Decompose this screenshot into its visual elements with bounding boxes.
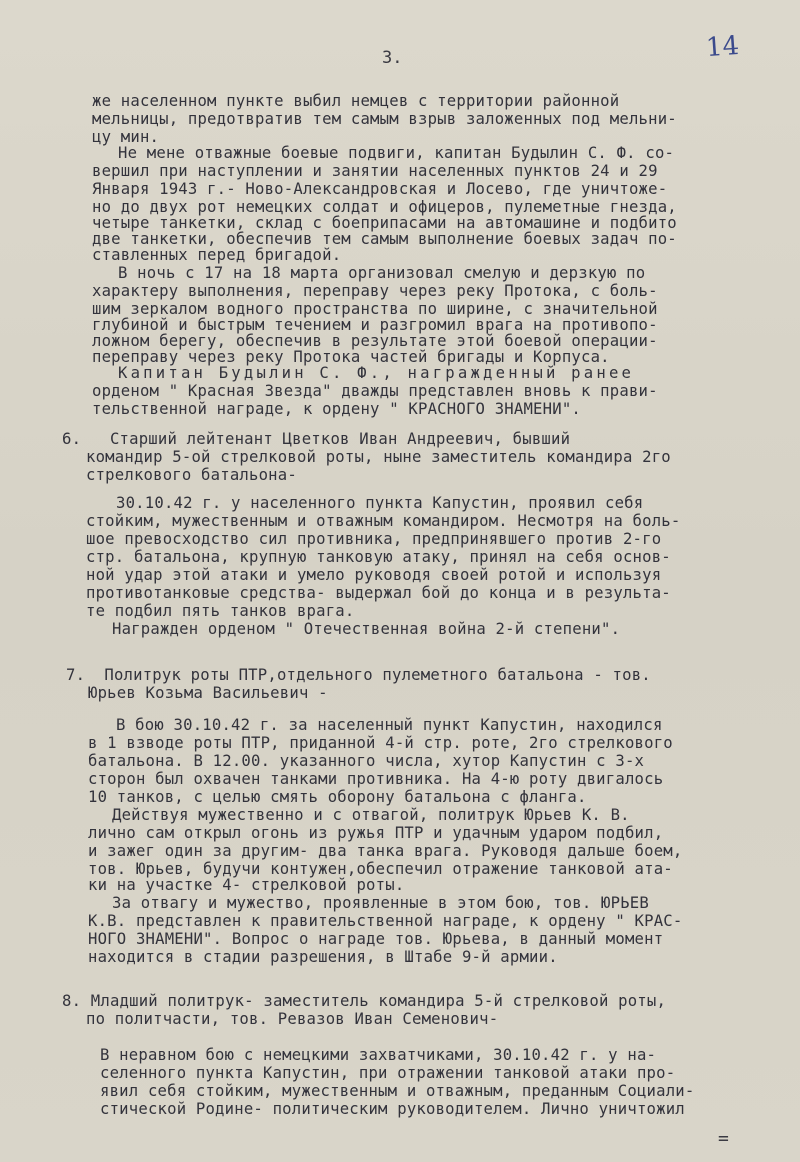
text-line: В бою 30.10.42 г. за населенный пункт Капустин, находился [116,716,663,734]
text-line: переправу через реку Протока частей бригады и Корпуса. [92,348,610,366]
text-line: в 1 взводе роты ПТР, приданной 4-й стр. роте, 2го стрелкового [88,734,673,752]
bottom-mark: = [718,1128,729,1149]
text-line: глубиной и быстрым течением и разгромил врага на противопо- [92,316,658,334]
text-line: вершил при наступлении и занятии населенных пунктов 24 и 29 [92,162,658,180]
text-line: НОГО ЗНАМЕНИ". Вопрос о награде тов. Юрьева, в данный момент [88,930,664,948]
text-line: Не мене отважные боевые подвиги, капитан Будылин С. Ф. со- [118,144,675,162]
text-line: ной удар этой атаки и умело руководя своей ротой и используя [86,566,662,584]
text-line: Января 1943 г.- Ново-Александровская и Лосево, где уничтоже- [92,180,668,198]
text-line: Награжден орденом " Отечественная война 2-й степени". [112,620,621,638]
text-line: Юрьев Козьма Васильевич - [88,684,328,702]
text-line: В ночь с 17 на 18 марта организовал смелую и дерзкую по [118,264,646,282]
text-line: тов. Юрьев, будучи контужен,обеспечил отражение танковой ата- [88,860,673,878]
text-line: находится в стадии разрешения, в Штабе 9-й армии. [88,948,558,966]
text-line: шим зеркалом водного пространства по ширине, с значительной [92,300,658,318]
text-line: характеру выполнения, переправу через реку Протока, с боль- [92,282,658,300]
text-line: селенного пункта Капустин, при отражении танковой атаки про- [100,1064,676,1082]
text-line: четыре танкетки, склад с боеприпасами на автомашине и подбито [92,214,677,232]
text-line: ложном берегу, обеспечив в результате этой боевой операции- [92,332,658,350]
text-line: 10 танков, с целью смять оборону батальона с фланга. [88,788,587,806]
text-line: лично сам открыл огонь из ружья ПТР и удачным ударом подбил, [88,824,664,842]
text-line: противотанковые средства- выдержал бой до конца и в результа- [86,584,671,602]
text-line: цу мин. [92,128,160,146]
text-line: В неравном бою с немецкими захватчиками, 30.10.42 г. у на- [100,1046,657,1064]
text-line: стрелкового батальона- [86,466,297,484]
text-line: 6. Старший лейтенант Цветков Иван Андреевич, бывший [62,430,571,448]
text-line: две танкетки, обеспечив тем самым выполнение боевых задач по- [92,230,677,248]
text-line: К.В. представлен к правительственной награде, к ордену " КРАС- [88,912,683,930]
text-line: по политчасти, тов. Ревазов Иван Семенович- [86,1010,499,1028]
text-line: мельницы, предотвратив тем самым взрыв заложенных под мельни- [92,110,677,128]
text-line: стр. батальона, крупную танковую атаку, принял на себя основ- [86,548,671,566]
text-line: командир 5-ой стрелковой роты, ныне заместитель командира 2го [86,448,671,466]
handwritten-page-number: 14 [704,30,741,64]
text-line: шое превосходство сил противника, предпринявшего против 2-го [86,530,662,548]
text-line: стойким, мужественным и отважным командиром. Несмотря на боль- [86,512,681,530]
page-number: 3. [382,48,403,68]
text-line: но до двух рот немецких солдат и офицеров, пулеметные гнезда, [92,198,677,216]
text-line: тельственной награде, к ордену " КРАСНОГО ЗНАМЕНИ". [92,400,581,418]
text-line: и зажег один за другим- два танка врага. Руководя дальше боем, [88,842,683,860]
text-line: орденом " Красная Звезда" дважды представлен вновь к прави- [92,382,658,400]
text-line: батальона. В 12.00. указанного числа, хутор Капустин с 3-х [88,752,645,770]
text-line: Капитан Будылин С. Ф., награжденный ранее [118,364,635,382]
text-line: те подбил пять танков врага. [86,602,355,620]
text-line: стической Родине- политическим руководителем. Лично уничтожил [100,1100,685,1118]
text-line: Действуя мужественно и с отвагой, политрук Юрьев К. В. [112,806,630,824]
text-line: ки на участке 4- стрелковой роты. [88,876,405,894]
text-line: сторон был охвачен танками противника. На 4-ю роту двигалось [88,770,664,788]
text-line: 7. Политрук роты ПТР,отдельного пулеметного батальона - тов. [66,666,651,684]
text-line: же населенном пункте выбил немцев с территории районной [92,92,620,110]
text-line: 30.10.42 г. у населенного пункта Капустин, проявил себя [116,494,644,512]
text-line: За отвагу и мужество, проявленные в этом бою, тов. ЮРЬЕВ [112,894,649,912]
text-line: явил себя стойким, мужественным и отважным, преданным Социали- [100,1082,695,1100]
text-line: 8. Младший политрук- заместитель командира 5-й стрелковой роты, [62,992,667,1010]
text-line: ставленных перед бригадой. [92,246,342,264]
